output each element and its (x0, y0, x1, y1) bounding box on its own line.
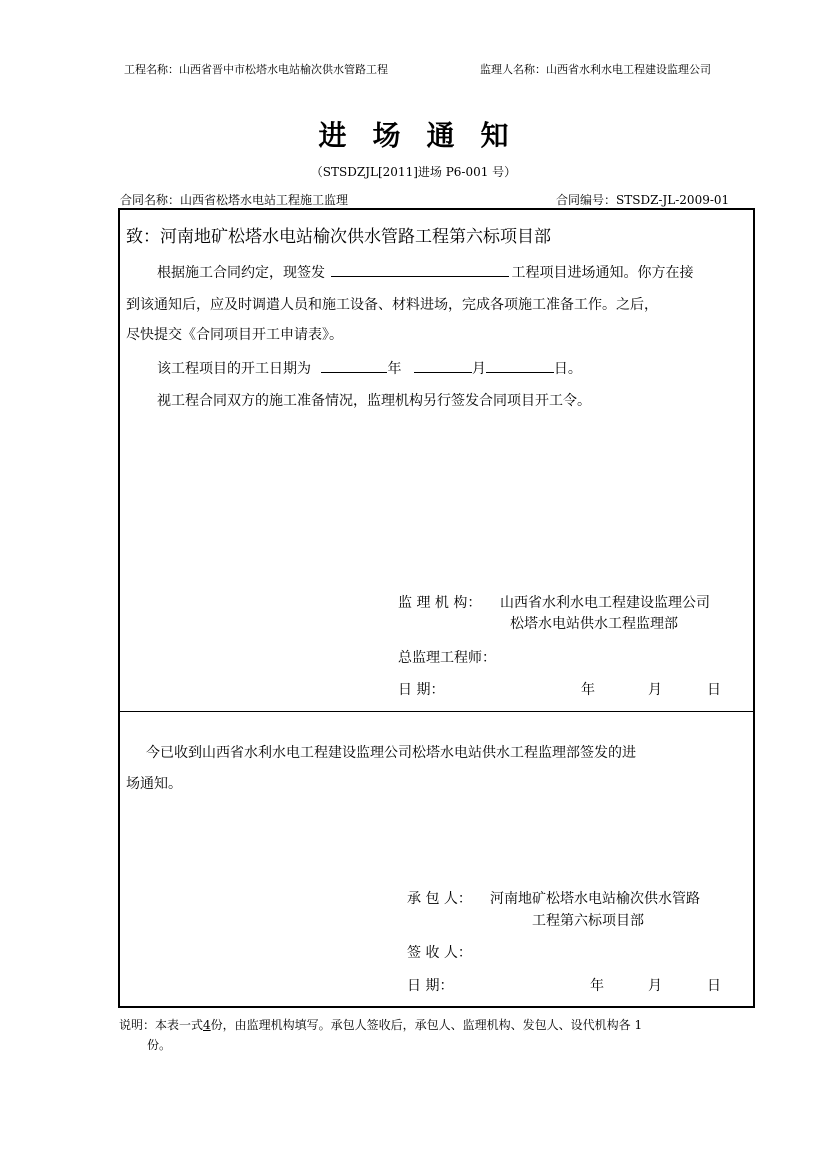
notice-paragraph-1-line2: 到该通知后，应及时调遣人员和施工设备、材料进场，完成各项施工准备工作。之后， (126, 297, 658, 313)
copies-count: 4 (203, 1018, 211, 1032)
notice-date-year: 年 (581, 682, 595, 698)
start-year-blank[interactable] (321, 358, 387, 373)
footnote-line1: 说明：本表一式4份，由监理机构填写。承包人签收后，承包人、监理机构、发包人、设代机构各 1 (119, 1018, 643, 1032)
supervision-org-line2: 松塔水电站供水工程监理部 (510, 616, 678, 632)
start-month-blank[interactable] (414, 358, 472, 373)
contractor-label: 承 包 人： (407, 891, 472, 907)
document-number: （STSDZJL[2011]进场 P6-001 号） (310, 165, 517, 179)
chief-engineer-label: 总监理工程师： (398, 650, 496, 666)
receipt-date-month: 月 (648, 978, 662, 994)
notice-paragraph-3: 视工程合同双方的施工准备情况，监理机构另行签发合同项目开工令。 (157, 393, 591, 409)
contract-number: 合同编号：STSDZ-JL-2009-01 (556, 193, 730, 207)
contract-name: 合同名称：山西省松塔水电站工程施工监理 (120, 193, 349, 207)
signer-label: 签 收 人： (407, 945, 472, 961)
project-blank[interactable] (331, 262, 509, 277)
supervisor-name: 监理人名称：山西省水利水电工程建设监理公司 (480, 63, 711, 76)
receipt-date-label: 日 期： (407, 978, 454, 994)
notice-date-label: 日 期： (398, 682, 445, 698)
start-day-blank[interactable] (486, 358, 554, 373)
contractor-line1: 河南地矿松塔水电站榆次供水管路 (490, 891, 700, 907)
addressee: 致：河南地矿松塔水电站榆次供水管路工程第六标项目部 (126, 227, 551, 247)
notice-date-month: 月 (648, 682, 662, 698)
supervision-org-label: 监 理 机 构： (398, 595, 482, 611)
notice-paragraph-1: 根据施工合同约定，现签发 工程项目进场通知。你方在接 (157, 262, 693, 282)
receipt-paragraph-line2: 场通知。 (126, 776, 182, 792)
start-date-line: 该工程项目的开工日期为 年 月 日。 (157, 358, 582, 378)
footnote-line2: 份。 (147, 1038, 172, 1052)
section-divider (118, 711, 755, 712)
receipt-date-day: 日 (707, 978, 721, 994)
notice-paragraph-1-line3: 尽快提交《合同项目开工申请表》。 (126, 327, 343, 343)
contractor-line2: 工程第六标项目部 (532, 913, 644, 929)
page-title: 进场通知 (318, 119, 535, 152)
project-name: 工程名称：山西省晋中市松塔水电站榆次供水管路工程 (124, 63, 388, 76)
receipt-date-year: 年 (590, 978, 604, 994)
receipt-paragraph-line1: 今已收到山西省水利水电工程建设监理公司松塔水电站供水工程监理部签发的进 (146, 745, 636, 761)
supervision-org-line1: 山西省水利水电工程建设监理公司 (500, 595, 710, 611)
notice-date-day: 日 (707, 682, 721, 698)
